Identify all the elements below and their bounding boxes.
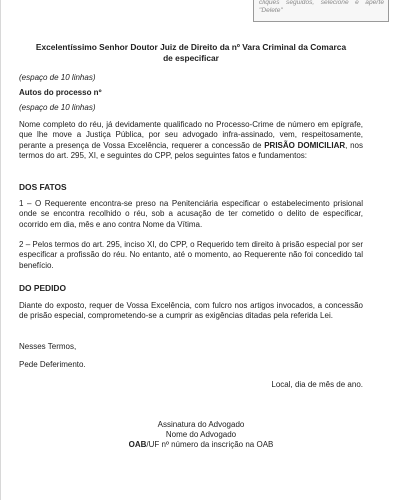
oab-number: /UF nº número da inscrição na OAB: [146, 440, 274, 450]
facts-heading: DOS FATOS: [19, 182, 67, 192]
signature-line: Assinatura do Advogado: [157, 420, 245, 429]
intro-paragraph: [19, 120, 363, 162]
closing-terms: Nesses Termos,: [19, 342, 77, 351]
facts-item-2: 2 – Pelos termos do art. 295, inciso XI, do CPP, o Requerido tem direito à prisão especial por ser especificar a profissão do réu. No entanto, até o momento, ao Requerente não foi concedido tal benefício.: [19, 240, 363, 270]
intro-highlight: PRISÃO DOMICILIAR: [264, 140, 346, 150]
lawyer-name: Nome do Advogado: [165, 430, 237, 440]
case-number-line: Autos do processo nº: [19, 88, 102, 97]
spacer-note-1: (espaço de 10 linhas): [19, 73, 96, 82]
oab-label: OAB: [128, 440, 147, 450]
request-paragraph: Diante do exposto, requer de Vossa Excelência, com fulcro nos artigos invocados, a concessão de prisão especial, comprometendo-se a cumprir as exigências ditadas pela referida Lei.: [19, 301, 363, 321]
signature-block: [1, 420, 400, 451]
title-line-1: Excelentíssimo Senhor Doutor Juiz de Direito da nº Vara Criminal da Comarca: [35, 42, 347, 52]
closing-deferment: Pede Deferimento.: [19, 360, 86, 369]
intro-text-end: , nos termos do art. 295, XI, e seguintes do CPP, pelos seguintes fatos e fundamentos:: [19, 140, 364, 161]
instruction-note: [253, 0, 389, 22]
spacer-note-2: (espaço de 10 linhas): [19, 103, 96, 112]
document-title: [15, 42, 367, 64]
instruction-note-text: cliques seguidos, selecione e aperte "Delete": [259, 0, 384, 14]
oab-registration: [1, 440, 400, 450]
request-heading: DO PEDIDO: [19, 283, 66, 293]
facts-item-1: 1 – O Requerente encontra-se preso na Penitenciária especificar o estabelecimento prisional onde se encontra recolhido o réu, sob a acusação de ter cometido o delito de especificar, ocorrido em dia, mês e ano contra Nome da Vítima.: [19, 199, 363, 229]
place-and-date: Local, dia de mês de ano.: [271, 380, 363, 389]
title-line-2: de especificar: [163, 52, 219, 63]
intro-text-start: Nome completo do réu, já devidamente qualificado no Processo-Crime de número em epígrafe, que lhe move a Justiça Pública, por seu advogado infra-assinado, vem, respeitosamente, perante a presença de Vossa Excelência, requerer a concessão de: [19, 120, 363, 150]
